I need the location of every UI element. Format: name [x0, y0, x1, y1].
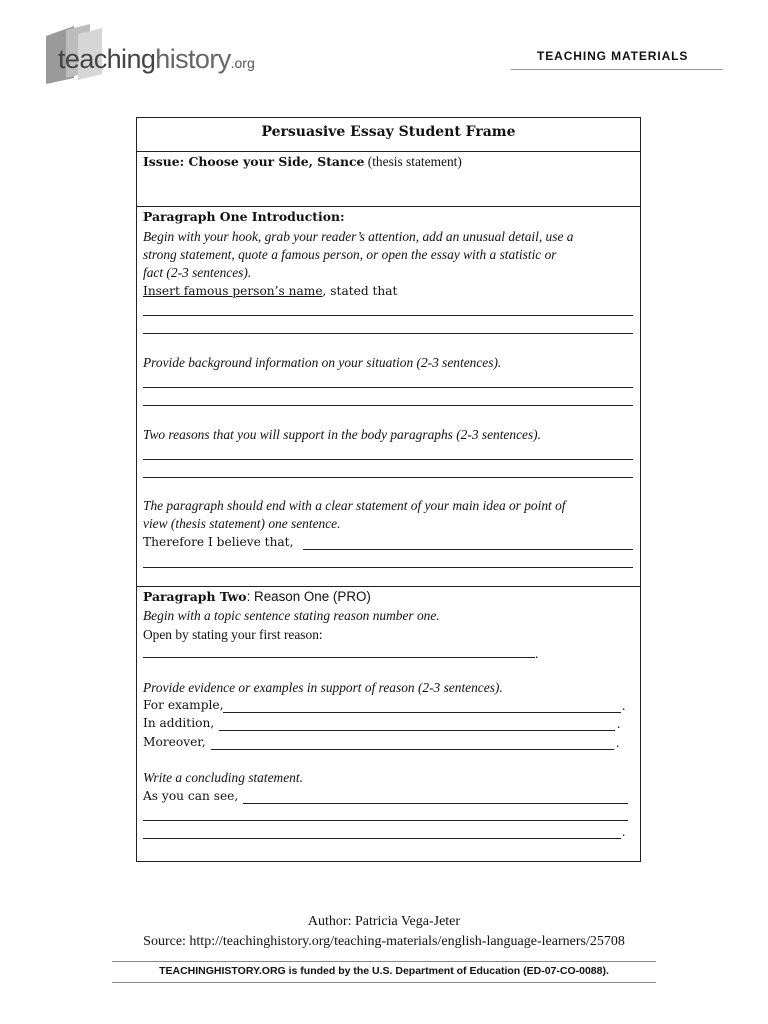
thesis-instruction-line: The paragraph should end with a clear statement of your main idea or point of	[143, 498, 566, 513]
footer-divider	[112, 982, 656, 983]
hook-instruction-line: strong statement, quote a famous person, or open the essay with a statistic or	[143, 247, 557, 262]
source-link[interactable]: Source: http://teachinghistory.org/teaching-materials/english-language-learners/25708	[143, 934, 625, 949]
answer-line[interactable]	[143, 820, 628, 821]
conclusion-answer-line[interactable]	[243, 803, 628, 804]
answer-line[interactable]	[143, 459, 633, 460]
famous-person-prompt: Insert famous person’s name, stated that	[143, 284, 398, 298]
frame-title-section	[137, 118, 640, 151]
addition-answer-line[interactable]	[219, 730, 615, 731]
topic-sentence-instruction: Begin with a topic sentence stating reason number one.	[143, 608, 440, 623]
paragraph-one-heading: Paragraph One Introduction:	[143, 209, 345, 224]
footer-divider	[112, 961, 656, 962]
addition-starter: In addition,	[143, 716, 215, 730]
answer-line[interactable]	[143, 387, 633, 388]
answer-line[interactable]	[143, 315, 633, 316]
frame-title: Persuasive Essay Student Frame	[261, 124, 516, 140]
thesis-starter: Therefore I believe that,	[143, 535, 294, 549]
logo-text: teachinghistory.org	[58, 44, 255, 74]
line-period: .	[617, 716, 621, 731]
author-credit: Author: Patricia Vega-Jeter	[307, 914, 461, 929]
issue-answer-area[interactable]	[143, 194, 633, 195]
evidence-prompt: Provide evidence or examples in support of reason (2-3 sentences).	[143, 680, 503, 695]
line-period: .	[622, 824, 626, 839]
answer-line[interactable]	[143, 333, 633, 334]
answer-line[interactable]	[143, 405, 633, 406]
line-period: .	[535, 646, 539, 661]
conclusion-starter: As you can see,	[143, 789, 239, 803]
line-period: .	[616, 735, 620, 750]
example-answer-line[interactable]	[223, 712, 621, 713]
line-period: .	[622, 698, 626, 713]
paragraph-two-heading: Paragraph Two: Reason One (PRO)	[143, 589, 371, 604]
issue-prompt: Issue: Choose your Side, Stance (thesis statement)	[143, 154, 462, 169]
thesis-instruction-line: view (thesis statement) one sentence.	[143, 516, 341, 531]
essay-frame	[136, 117, 641, 862]
moreover-answer-line[interactable]	[211, 749, 614, 750]
issue-section	[137, 151, 640, 207]
header-divider	[511, 69, 723, 70]
paragraph-two-section	[137, 586, 640, 862]
answer-line[interactable]	[143, 838, 621, 839]
paragraph-one-section	[137, 206, 640, 587]
answer-line[interactable]	[143, 477, 633, 478]
first-reason-answer-line[interactable]	[143, 657, 535, 658]
hook-instruction-line: fact (2-3 sentences).	[143, 265, 252, 280]
example-starter: For example,	[143, 698, 224, 712]
open-reason-prompt: Open by stating your first reason:	[143, 627, 323, 642]
moreover-starter: Moreover,	[143, 735, 206, 749]
answer-line[interactable]	[143, 567, 633, 568]
hook-instruction-line: Begin with your hook, grab your reader’s attention, add an unusual detail, use a	[143, 229, 574, 244]
header-label: TEACHING MATERIALS	[537, 49, 689, 63]
thesis-answer-line[interactable]	[303, 549, 633, 550]
funding-notice: TEACHINGHISTORY.ORG is funded by the U.S. Department of Education (ED-07-CO-0088).	[159, 965, 609, 977]
reasons-prompt: Two reasons that you will support in the body paragraphs (2-3 sentences).	[143, 427, 541, 442]
background-prompt: Provide background information on your situation (2-3 sentences).	[143, 355, 502, 370]
conclusion-prompt: Write a concluding statement.	[143, 770, 303, 785]
